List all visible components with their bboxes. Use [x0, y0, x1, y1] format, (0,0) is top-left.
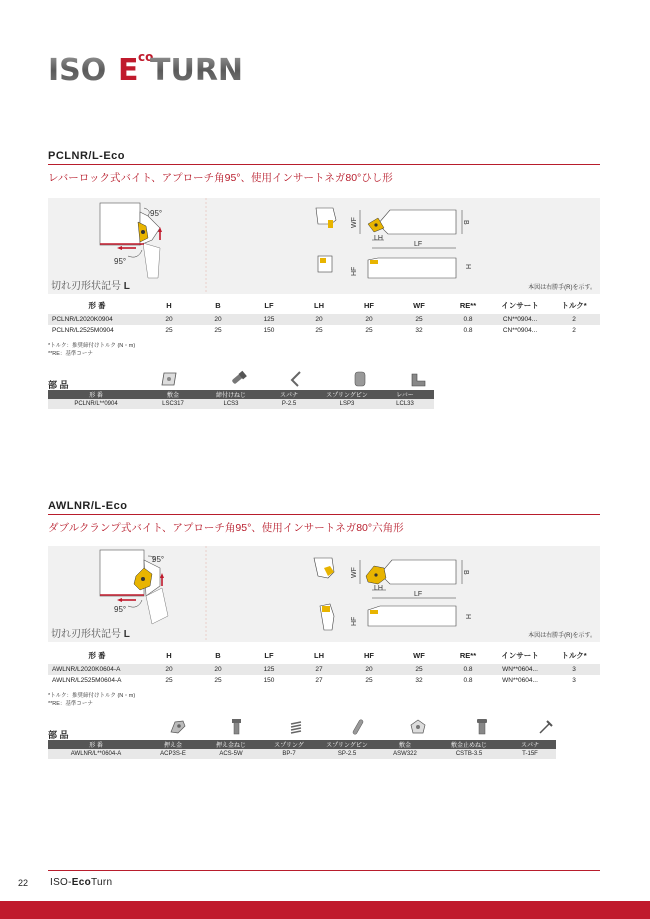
parts-table: [48, 390, 434, 409]
footer-rule: [48, 870, 600, 871]
spec-header-row: [48, 648, 600, 664]
col-lh: LH: [314, 651, 324, 660]
col-hf: HF: [364, 651, 374, 660]
col-torque: トルク*: [561, 301, 587, 310]
svg-text:LF: LF: [414, 591, 423, 598]
clamp-screw-icon: [226, 718, 246, 736]
col-torque: トルク*: [561, 651, 587, 660]
col-b: B: [215, 301, 221, 310]
table-row: PCLNR/L**0904 LSC317 LCS3 P-2.5 LSP3 LCL33: [48, 399, 434, 409]
svg-text:B: B: [462, 570, 469, 575]
spec-header-row: [48, 298, 600, 314]
spring-pin-icon: [348, 718, 368, 736]
col-lh: LH: [314, 301, 324, 310]
footer-brand: ISO-EcoTurn: [50, 877, 113, 888]
tool-drawing: [48, 198, 600, 294]
section-rule: [48, 164, 600, 165]
svg-text:TURN: TURN: [150, 53, 244, 84]
svg-text:95°: 95°: [150, 209, 163, 218]
table-notes: *トルク：推奨締付けトルク (N・m) **RE：基準コーナ: [48, 693, 136, 707]
spring-pin-icon: [350, 370, 370, 388]
table-row: AWLNR/L**0604-A ACP3S-E ACS-5W BP-7 SP-2.5 ASW322 CSTB-3.5 T-15F: [48, 749, 556, 759]
section-code: AWLNR/L-Eco: [48, 500, 128, 512]
spring-icon: [286, 718, 306, 736]
col-h: H: [166, 301, 172, 310]
edge-shape-caption: 切れ刃形状記号 L: [51, 629, 130, 640]
wrench-icon: [286, 370, 306, 388]
col-wf: WF: [413, 301, 425, 310]
svg-text:LH: LH: [374, 235, 383, 242]
lever-icon: [408, 370, 428, 388]
edge-shape-caption: 切れ刃形状記号 L: [51, 281, 130, 292]
table-row: AWLNR/L2020K0604-A 20 20 125 27 20 25 0.8 WN**0604... 3: [48, 664, 600, 675]
clamp-icon: [168, 718, 188, 736]
figure-note: 本図は右勝手(R)を示す。: [528, 285, 596, 291]
parts-header-row: 形 番 敷金 締付けねじ スパナ スプリングピン レバー: [48, 390, 434, 399]
col-re: RE**: [459, 651, 477, 660]
section-description: ダブルクランプ式バイト、アプローチ角95°、使用インサートネガ80°六角形: [48, 522, 404, 534]
parts-table: [48, 740, 556, 759]
clamp-screw-icon: [228, 370, 248, 388]
col-lf: LF: [264, 301, 274, 310]
section-pclnr: [48, 150, 600, 185]
table-notes: *トルク：推奨締付けトルク (N・m) **RE：基準コーナ: [48, 343, 136, 357]
parts-title: 部 品: [48, 380, 69, 390]
col-model: 形 番: [88, 651, 106, 660]
section-awlnr: [48, 500, 600, 535]
svg-text:H: H: [464, 264, 471, 270]
shim-screw-icon: [472, 718, 492, 736]
svg-text:95°: 95°: [114, 257, 127, 266]
col-b: B: [215, 651, 221, 660]
svg-text:WF: WF: [351, 567, 358, 578]
tool-figure: [48, 198, 600, 294]
parts-title: 部 品: [48, 730, 69, 740]
col-re: RE**: [459, 301, 477, 310]
tool-figure: [48, 546, 600, 642]
svg-text:B: B: [462, 220, 469, 225]
figure-note: 本図は右勝手(R)を示す。: [528, 633, 596, 639]
svg-text:95°: 95°: [152, 555, 165, 564]
spec-table: [48, 648, 600, 686]
tool-drawing: [48, 546, 600, 642]
svg-text:95°: 95°: [114, 605, 127, 614]
shim-icon: [160, 370, 180, 388]
shim-icon: [408, 718, 428, 736]
wrench-icon: [536, 718, 556, 736]
isoeco-turn-logo: [48, 44, 273, 84]
svg-text:co: co: [138, 50, 154, 64]
section-code: PCLNR/L-Eco: [48, 150, 125, 162]
col-wf: WF: [413, 651, 425, 660]
section-rule: [48, 514, 600, 515]
table-row: PCLNR/L2525M0904 25 25 150 25 25 32 0.8 CN**0904... 2: [52, 327, 576, 334]
table-row: AWLNR/L2525M0604-A 25 25 150 27 25 32 0.8 WN**0604... 3: [52, 677, 576, 684]
col-insert: インサート: [501, 301, 539, 310]
svg-text:HF: HF: [351, 266, 358, 276]
col-hf: HF: [364, 301, 374, 310]
page-number: 22: [18, 878, 29, 888]
table-row: PCLNR/L2020K0904 20 20 125 20 20 25 0.8 CN**0904... 2: [48, 314, 600, 325]
spec-table: [48, 298, 600, 336]
section-description: レバーロック式バイト、アプローチ角95°、使用インサートネガ80°ひし形: [48, 172, 393, 184]
col-lf: LF: [264, 651, 274, 660]
col-insert: インサート: [501, 651, 539, 660]
col-model: 形 番: [88, 301, 106, 310]
svg-text:H: H: [464, 614, 471, 620]
col-h: H: [166, 651, 172, 660]
svg-text:E: E: [118, 53, 139, 84]
parts-header-row: 形 番 押え金 押え金ねじ スプリング スプリングピン 敷金 敷金止めねじ スパナ: [48, 740, 556, 749]
svg-text:WF: WF: [351, 217, 358, 228]
svg-text:ISO: ISO: [48, 53, 107, 84]
svg-text:LH: LH: [374, 585, 383, 592]
svg-text:LF: LF: [414, 241, 423, 248]
svg-text:HF: HF: [351, 616, 358, 626]
footer-bar: [0, 901, 650, 919]
